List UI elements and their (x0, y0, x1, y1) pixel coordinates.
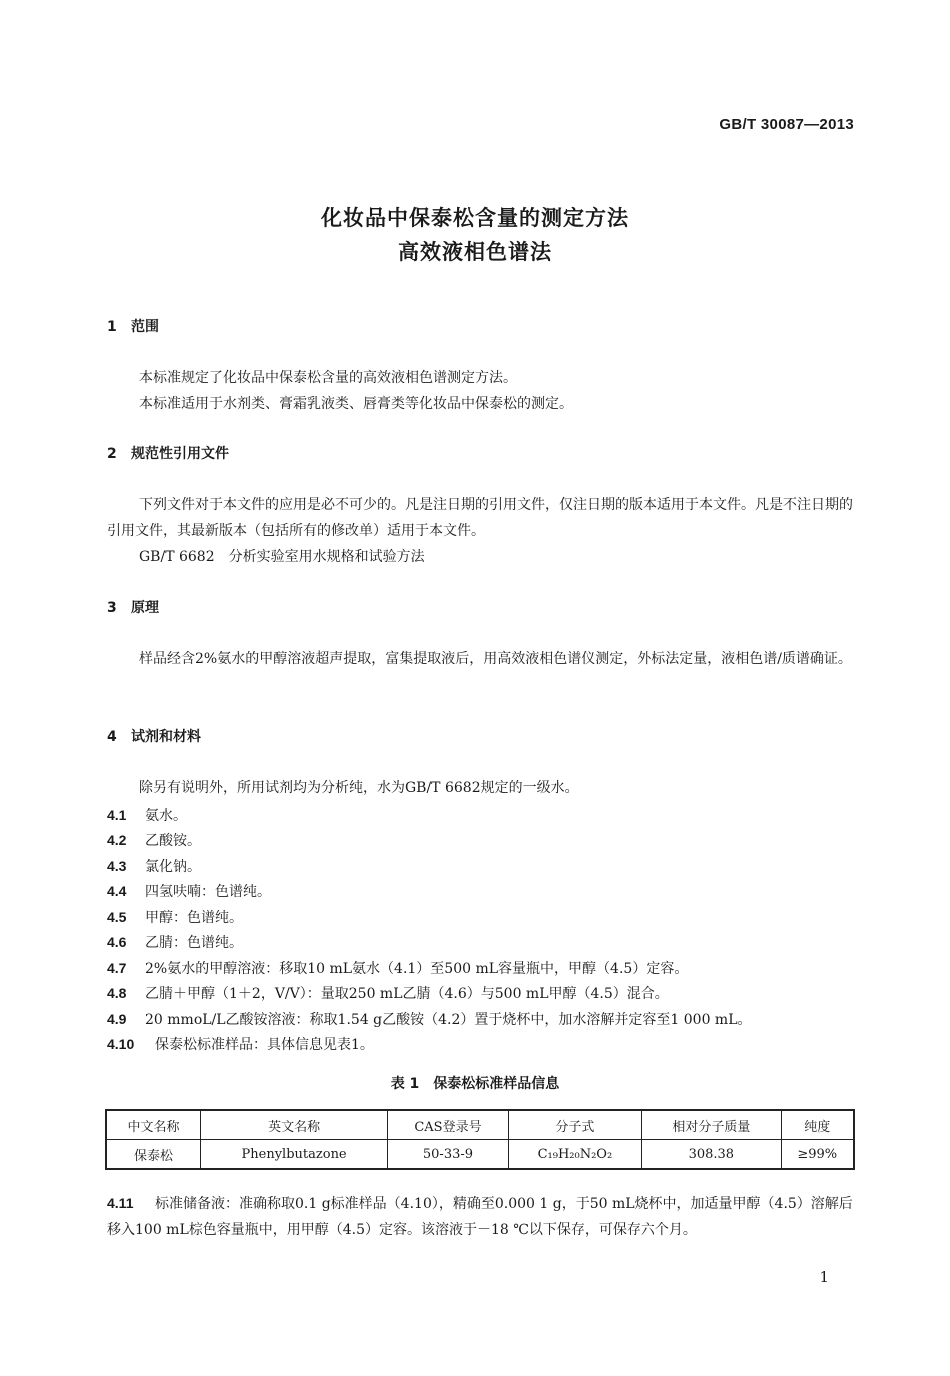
table-header-cell: 中文名称 (106, 1110, 200, 1140)
section-1-heading (107, 316, 159, 336)
table-caption: 表 1 保泰松标准样品信息 (390, 1076, 560, 1092)
list-item: 4.11 标准储备液：准确称取0.1 g标准样品（4.10），精确至0.000 1 g，于50 mL烧杯中，加适量甲醇（4.5）溶解后移入100 mL棕色容量瓶中，用甲醇（4.5）定容。该溶液于－18 ℃以下保存，可保存六个月。 (107, 1195, 853, 1238)
section-3-heading (107, 597, 159, 617)
list-item: 4.5 甲醇：色谱纯。 (107, 909, 243, 926)
paragraph: 下列文件对于本文件的应用是必不可少的。凡是注日期的引用文件，仅注日期的版本适用于本文件。凡是不注日期的引用文件，其最新版本（包括所有的修改单）适用于本文件。 (107, 497, 853, 539)
table-header-cell: 英文名称 (200, 1110, 387, 1140)
list-item: 4.4 四氢呋喃：色谱纯。 (107, 883, 271, 900)
section-title: 范围 (131, 319, 159, 335)
section-title: 试剂和材料 (131, 729, 201, 745)
table-row (106, 1140, 854, 1170)
reference-entry: GB/T 6682 分析实验室用水规格和试验方法 (139, 549, 425, 565)
list-item: 4.1 氨水。 (107, 807, 187, 824)
standard-sample-table (105, 1109, 855, 1170)
section-number: 4 (107, 729, 117, 745)
section-title: 原理 (131, 600, 159, 616)
section-number: 3 (107, 600, 117, 616)
section-number: 1 (107, 319, 117, 335)
table-cell: ≥99% (781, 1140, 854, 1170)
list-item: 4.7 2%氨水的甲醇溶液：移取10 mL氨水（4.1）至500 mL容量瓶中，甲醇（4.5）定容。 (107, 960, 689, 977)
list-item: 4.6 乙腈：色谱纯。 (107, 934, 243, 951)
section-title: 规范性引用文件 (131, 446, 229, 462)
table-header-row (106, 1110, 854, 1140)
table-cell: Phenylbutazone (200, 1140, 387, 1170)
table-cell: 308.38 (642, 1140, 781, 1170)
paragraph: 本标准适用于水剂类、膏霜乳液类、唇膏类等化妆品中保泰松的测定。 (139, 396, 573, 412)
section-4-heading (107, 726, 201, 746)
page-number: 1 (819, 1268, 829, 1286)
table-cell: 保泰松 (106, 1140, 200, 1170)
standard-code: GB/T 30087—2013 (719, 116, 854, 133)
section-2-heading (107, 443, 229, 463)
document-subtitle: 高效液相色谱法 (398, 240, 552, 264)
paragraph: 样品经含2%氨水的甲醇溶液超声提取，富集提取液后，用高效液相色谱仪测定，外标法定量，液相色谱/质谱确证。 (139, 651, 852, 667)
section-number: 2 (107, 446, 117, 462)
table-header-cell: 相对分子质量 (642, 1110, 781, 1140)
list-item: 4.2 乙酸铵。 (107, 832, 201, 849)
document-title: 化妆品中保泰松含量的测定方法 (321, 206, 629, 230)
table-cell: C₁₉H₂₀N₂O₂ (508, 1140, 641, 1170)
list-item: 4.8 乙腈＋甲醇（1＋2，V/V）：量取250 mL乙腈（4.6）与500 mL甲醇（4.5）混合。 (107, 985, 669, 1002)
table-header-cell: 纯度 (781, 1110, 854, 1140)
table-cell: 50-33-9 (388, 1140, 508, 1170)
table-header-cell: CAS登录号 (388, 1110, 508, 1140)
paragraph: 除另有说明外，所用试剂均为分析纯，水为GB/T 6682规定的一级水。 (139, 780, 579, 796)
table-header-cell: 分子式 (508, 1110, 641, 1140)
list-item: 4.3 氯化钠。 (107, 858, 201, 875)
list-item: 4.9 20 mmoL/L乙酸铵溶液：称取1.54 g乙酸铵（4.2）置于烧杯中，加水溶解并定容至1 000 mL。 (107, 1011, 752, 1028)
list-item: 4.10 保泰松标准样品：具体信息见表1。 (107, 1036, 374, 1053)
paragraph: 本标准规定了化妆品中保泰松含量的高效液相色谱测定方法。 (139, 370, 517, 386)
